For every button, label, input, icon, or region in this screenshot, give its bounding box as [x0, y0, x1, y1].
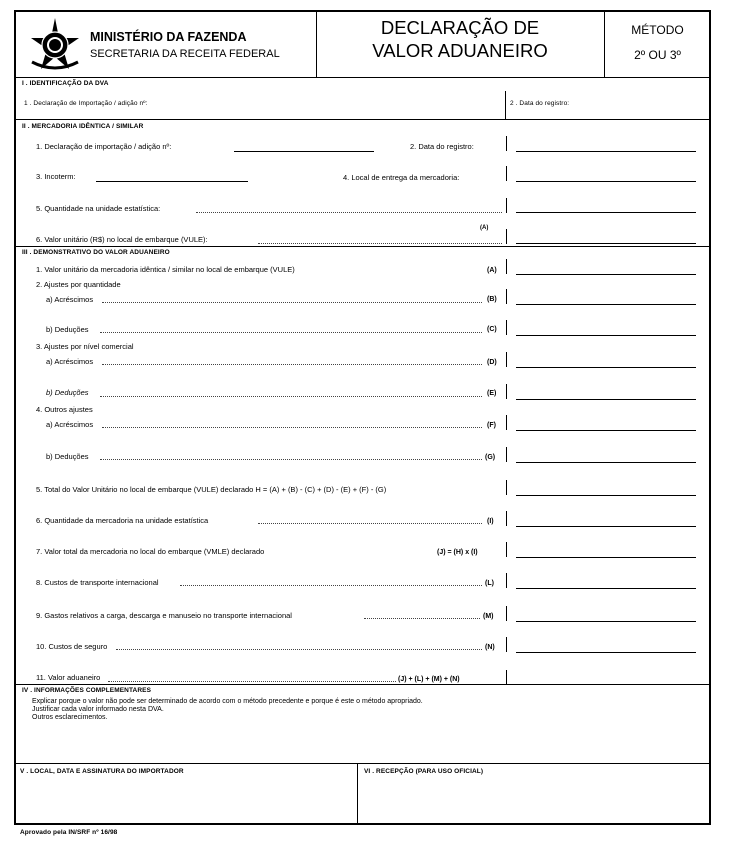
- s3-item9-dots: [364, 618, 480, 619]
- secretariat-name: SECRETARIA DA RECEITA FEDERAL: [90, 48, 280, 60]
- s2-declaration-label: 1. Declaração de importação / adição nº:: [36, 142, 172, 151]
- s3-item6-dots: [258, 523, 482, 524]
- s3-item10-dots: [116, 649, 482, 650]
- s3-item2a-marker: [506, 289, 507, 304]
- method-label: MÉTODO: [631, 23, 684, 37]
- s3-item4a-code: (F): [487, 422, 496, 429]
- header-divider-2: [604, 10, 605, 78]
- s2-f5-marker: [506, 198, 507, 213]
- s3-item2b-field[interactable]: [516, 335, 696, 336]
- section-1-title: I . IDENTIFICAÇÃO DA DVA: [22, 80, 109, 87]
- s3-item11-marker: [506, 670, 507, 684]
- s3-item10-marker: [506, 637, 507, 652]
- s3-item9-label: 9. Gastos relativos a carga, descarga e manuseio no transporte internacional: [36, 611, 292, 620]
- s3-item2-label: 2. Ajustes por quantidade: [36, 280, 121, 289]
- s3-item2a-dots: [102, 302, 482, 303]
- s2-quantity-label: 5. Quantidade na unidade estatística:: [36, 204, 161, 213]
- s2-f4-marker: [506, 166, 507, 181]
- s2-delivery-place-label: 4. Local de entrega da mercadoria:: [343, 173, 460, 182]
- s2-unit-value-label: 6. Valor unitário (R$) no local de embarque (VULE):: [36, 235, 208, 244]
- s2-f2-marker: [506, 136, 507, 151]
- s3-item11-code: (J) + (L) + (M) + (N): [398, 676, 460, 683]
- s3-item4b-marker: [506, 447, 507, 462]
- section-2-title: II . MERCADORIA IDÊNTICA / SIMILAR: [22, 123, 144, 130]
- s6-official-use-area: [362, 780, 707, 822]
- s2-quantity-dots: [196, 212, 502, 213]
- s3-item7-field[interactable]: [516, 557, 696, 558]
- method-value: 2º OU 3º: [634, 48, 681, 62]
- s3-item6-marker: [506, 511, 507, 526]
- s3-item1-field[interactable]: [516, 274, 696, 275]
- s3-item8-code: (L): [485, 580, 494, 587]
- s2-unit-value-dots: [258, 243, 502, 244]
- s4-instruction-1: Explicar porque o valor não pode ser determinado de acordo com o método precedente e porque é este o método apropriado.: [32, 698, 423, 705]
- s3-item8-dots: [180, 585, 482, 586]
- s2-unit-value-field[interactable]: [516, 243, 696, 244]
- s2-registration-date-field[interactable]: [516, 151, 696, 152]
- s4-bottom-rule: [14, 763, 711, 764]
- form-title-line1: DECLARAÇÃO DE: [380, 17, 540, 38]
- s3-item1-code: (A): [487, 267, 497, 274]
- s5-signature-area[interactable]: [18, 780, 353, 822]
- s3-item2a-code: (B): [487, 296, 497, 303]
- s3-item6-field[interactable]: [516, 526, 696, 527]
- s3-item2b-dots: [100, 332, 482, 333]
- s3-item7-code: (J) = (H) x (I): [437, 549, 478, 556]
- s3-item3b-label: b) Deduções: [46, 388, 89, 397]
- section-4-title: IV . INFORMAÇÕES COMPLEMENTARES: [22, 687, 152, 694]
- s3-item3-label: 3. Ajustes por nível comercial: [36, 342, 134, 351]
- section-3-title: III . DEMONSTRATIVO DO VALOR ADUANEIRO: [22, 249, 170, 256]
- s3-item10-code: (N): [485, 644, 495, 651]
- s1-bottom-rule: [14, 119, 711, 120]
- form-title-line2: VALOR ADUANEIRO: [372, 40, 548, 61]
- s3-item4b-dots: [100, 459, 482, 460]
- s3-item2b-label: b) Deduções: [46, 325, 89, 334]
- s3-item8-field[interactable]: [516, 588, 696, 589]
- section-6-title: VI . RECEPÇÃO (PARA USO OFICIAL): [364, 768, 484, 775]
- s3-bottom-rule: [14, 684, 711, 685]
- s3-item2a-label: a) Acréscimos: [46, 295, 94, 304]
- s2-declaration-field[interactable]: [234, 151, 374, 152]
- brazil-coat-of-arms-icon: [26, 16, 84, 74]
- s2-f6-marker: [506, 229, 507, 244]
- s3-item4a-marker: [506, 415, 507, 430]
- s3-item5-label: 5. Total do Valor Unitário no local de embarque (VULE) declarado H = (A) + (B) - (C) + (D) - (E) + (F) - (G): [36, 485, 387, 494]
- s3-item4a-dots: [102, 427, 482, 428]
- header-bottom-rule: [14, 77, 711, 78]
- s2-quantity-field[interactable]: [516, 212, 696, 213]
- s2-bottom-rule: [14, 246, 711, 247]
- s2-f6-code: (A): [480, 225, 489, 231]
- s3-item10-label: 10. Custos de seguro: [36, 642, 108, 651]
- s3-item7-marker: [506, 542, 507, 557]
- s3-item4a-field[interactable]: [516, 430, 696, 431]
- s3-item2b-code: (C): [487, 326, 497, 333]
- s3-item3a-field[interactable]: [516, 367, 696, 368]
- s3-item3b-dots: [100, 396, 482, 397]
- s3-item7-label: 7. Valor total da mercadoria no local do embarque (VMLE) declarado: [36, 547, 265, 556]
- s3-item3a-label: a) Acréscimos: [46, 357, 94, 366]
- s2-delivery-place-field[interactable]: [516, 181, 696, 182]
- s3-item3a-dots: [102, 364, 482, 365]
- s3-item3a-marker: [506, 352, 507, 367]
- s3-item11-label: 11. Valor aduaneiro: [36, 673, 101, 682]
- s3-item11-dots: [108, 681, 396, 682]
- s3-item10-field[interactable]: [516, 652, 696, 653]
- s3-item2a-field[interactable]: [516, 304, 696, 305]
- s1-declaration-label: 1 . Declaração de Importação / adição nº:: [24, 100, 148, 107]
- s3-item2b-marker: [506, 320, 507, 335]
- s3-item5-marker: [506, 480, 507, 495]
- s1-registration-date-label: 2 . Data do registro:: [510, 100, 570, 107]
- s3-item3a-code: (D): [487, 359, 497, 366]
- s3-item8-marker: [506, 573, 507, 588]
- s2-incoterm-label: 3. Incoterm:: [36, 172, 76, 181]
- s4-instruction-2: Justificar cada valor informado nesta DVA.: [32, 706, 164, 713]
- s3-item9-marker: [506, 606, 507, 621]
- s3-item3b-marker: [506, 384, 507, 399]
- approval-note: Aprovado pela IN/SRF nº 16/98: [20, 829, 118, 836]
- s3-item6-code: (I): [487, 518, 494, 525]
- s3-item4-label: 4. Outros ajustes: [36, 405, 93, 414]
- s3-item4a-label: a) Acréscimos: [46, 420, 94, 429]
- s3-item1-label: 1. Valor unitário da mercadoria idêntica / similar no local de embarque (VULE): [36, 265, 295, 274]
- s3-item8-label: 8. Custos de transporte internacional: [36, 578, 159, 587]
- s3-item5-field[interactable]: [516, 495, 696, 496]
- s1-divider: [505, 91, 506, 119]
- s5-s6-divider: [357, 763, 358, 825]
- s4-free-text-area[interactable]: [22, 724, 702, 762]
- section-5-title: V . LOCAL, DATA E ASSINATURA DO IMPORTADOR: [20, 768, 184, 775]
- s4-instruction-3: Outros esclarecimentos.: [32, 714, 108, 721]
- s3-item3b-code: (E): [487, 390, 497, 397]
- s3-item6-label: 6. Quantidade da mercadoria na unidade estatística: [36, 516, 209, 525]
- s2-incoterm-field[interactable]: [96, 181, 248, 182]
- ministry-name: MINISTÉRIO DA FAZENDA: [90, 30, 247, 44]
- s3-item9-field[interactable]: [516, 621, 696, 622]
- s3-item4b-label: b) Deduções: [46, 452, 89, 461]
- s3-item4b-code: (G): [485, 454, 496, 461]
- s3-item3b-field[interactable]: [516, 399, 696, 400]
- s3-item4b-field[interactable]: [516, 462, 696, 463]
- s2-registration-date-label: 2. Data do registro:: [410, 142, 474, 151]
- s3-item1-marker: [506, 259, 507, 274]
- s3-item9-code: (M): [483, 613, 494, 620]
